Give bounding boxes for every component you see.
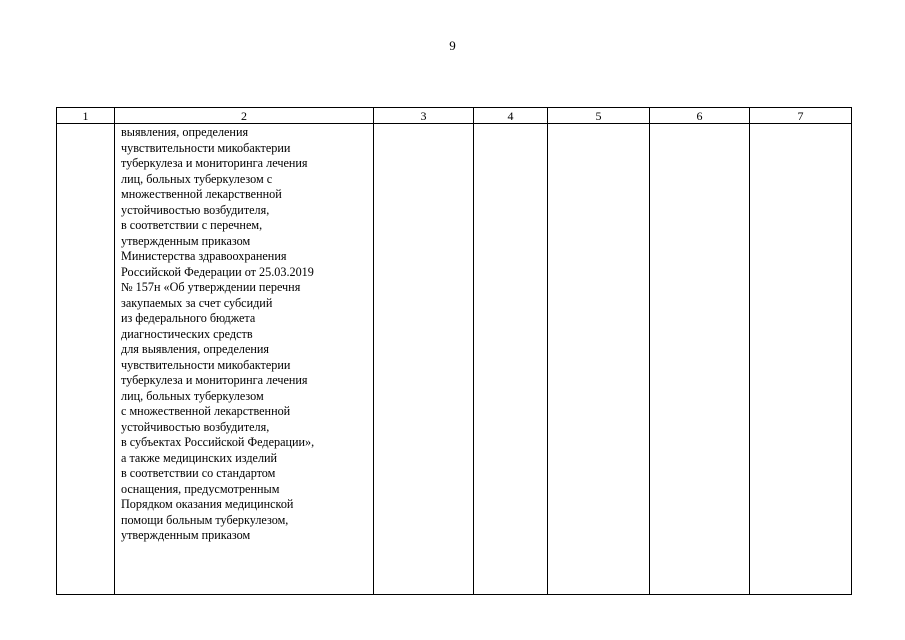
cell-text-line: для выявления, определения (121, 342, 270, 356)
cell-text-line: в субъектах Российской Федерации», (121, 435, 315, 449)
cell-text-line: утвержденным приказом (121, 233, 251, 248)
table-cell-col5 (548, 124, 650, 595)
table-header-row (57, 108, 852, 124)
cell-text-line: устойчивостью возбудителя, (121, 202, 270, 217)
cell-text-line: помощи больным туберкулезом, (121, 512, 289, 527)
column-header-7: 7 (750, 108, 852, 124)
cell-text-line: № 157н «Об утверждении перечня (121, 280, 301, 294)
column-header-1: 1 (57, 108, 115, 124)
cell-text-line: устойчивостью возбудителя, (121, 419, 270, 434)
cell-text-line: Порядком оказания медицинской (121, 497, 294, 511)
page-number: 9 (449, 38, 456, 53)
cell-text-line: Министерства здравоохранения (121, 249, 287, 263)
cell-text-line: выявления, определения (121, 125, 249, 139)
table-cell-col6 (650, 124, 750, 595)
table-cell-col3 (374, 124, 474, 595)
cell-text-line: в соответствии с перечнем, (121, 218, 263, 232)
cell-text-line: чувствительности микобактерии (121, 140, 291, 155)
table-cell-col4 (474, 124, 548, 595)
table-cell-col2 (115, 124, 374, 595)
table-cell-col1 (57, 124, 115, 595)
cell-text-line: туберкулеза и мониторинга лечения (121, 156, 308, 170)
column-header-5: 5 (548, 108, 650, 124)
cell-text-line: чувствительности микобактерии (121, 357, 291, 372)
cell-text-line: оснащения, предусмотренным (121, 481, 280, 496)
document-table (56, 107, 852, 595)
cell-text-line: с множественной лекарственной (121, 404, 291, 418)
cell-text-line: а также медицинских изделий (121, 450, 278, 465)
cell-text-line: утвержденным приказом (121, 528, 251, 542)
cell-text-line: диагностических средств (121, 326, 253, 341)
cell-text-line: закупаемых за счет субсидий (121, 295, 273, 310)
cell-text-line: Российской Федерации от 25.03.2019 (121, 264, 314, 279)
cell-text-line: лиц, больных туберкулезом (121, 388, 264, 403)
cell-text-line: в соответствии со стандартом (121, 466, 276, 480)
cell-text-line: лиц, больных туберкулезом с (121, 171, 273, 186)
cell-text-line: туберкулеза и мониторинга лечения (121, 373, 308, 387)
cell-text-line: множественной лекарственной (121, 187, 282, 201)
table-cell-col7 (750, 124, 852, 595)
column-header-6: 6 (650, 108, 750, 124)
cell-text-line: из федерального бюджета (121, 311, 256, 325)
cell-text-block (115, 124, 373, 544)
table-row (57, 124, 852, 595)
column-header-2: 2 (115, 108, 374, 124)
column-header-3: 3 (374, 108, 474, 124)
column-header-4: 4 (474, 108, 548, 124)
